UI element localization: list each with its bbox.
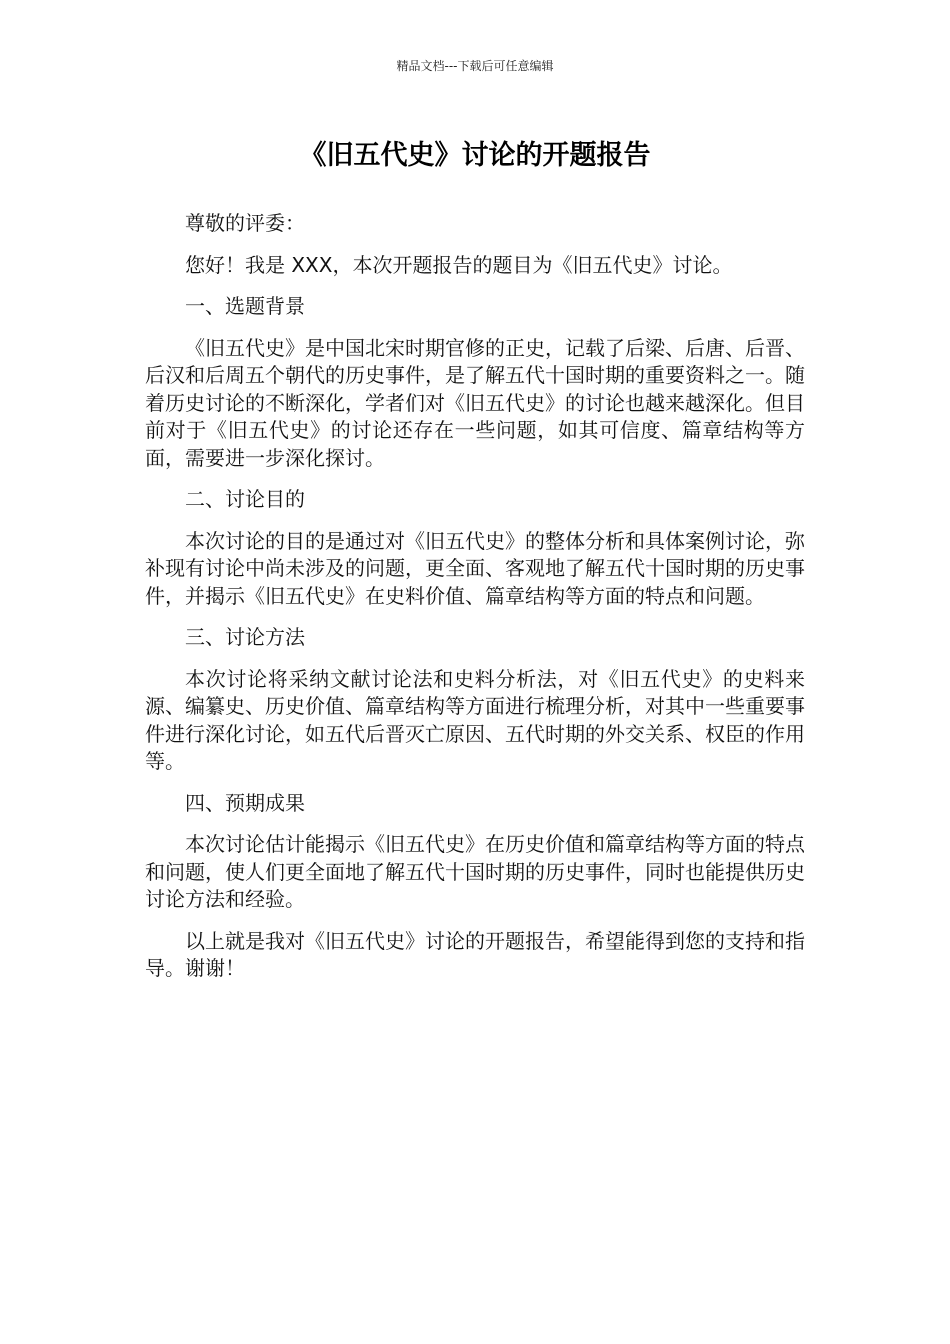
greeting: 您好！我是 XXX，本次开题报告的题目为《旧五代史》讨论。 (185, 252, 733, 277)
document-title: 《旧五代史》讨论的开题报告 (299, 140, 651, 171)
section-heading-method: 三、讨论方法 (185, 625, 305, 649)
section-body-background: 《旧五代史》是中国北宋时期官修的正史，记载了后梁、后唐、后晋、后汉和后周五个朝代的历史事件，是了解五代十国时期的重要资料之一。随着历史讨论的不断深化，学者们对《旧五代史》的讨论也越来越深化。但目前对于《旧五代史》的讨论还存在一些问题，如其可信度、篇章结构等方面，需要进一步深化探讨。 (145, 335, 805, 470)
closing-paragraph: 以上就是我对《旧五代史》讨论的开题报告，希望能得到您的支持和指导。谢谢！ (145, 928, 805, 980)
section-body-method: 本次讨论将采纳文献讨论法和史料分析法，对《旧五代史》的史料来源、编纂史、历史价值、篇章结构等方面进行梳理分析，对其中一些重要事件进行深化讨论，如五代后晋灭亡原因、五代时期的外交关系、权臣的作用等。 (145, 666, 805, 773)
document-body (145, 210, 805, 997)
page-header: 精品文档---下载后可任意编辑 (396, 59, 554, 73)
section-heading-background: 一、选题背景 (185, 294, 305, 318)
section-body-outcomes: 本次讨论估计能揭示《旧五代史》在历史价值和篇章结构等方面的特点和问题，使人们更全面地了解五代十国时期的历史事件，同时也能提供历史讨论方法和经验。 (145, 832, 805, 911)
section-heading-purpose: 二、讨论目的 (185, 487, 305, 511)
section-body-purpose: 本次讨论的目的是通过对《旧五代史》的整体分析和具体案例讨论，弥补现有讨论中尚未涉及的问题，更全面、客观地了解五代十国时期的历史事件，并揭示《旧五代史》在史料价值、篇章结构等方面的特点和问题。 (145, 528, 805, 608)
section-heading-outcomes: 四、预期成果 (185, 790, 305, 815)
salutation: 尊敬的评委： (185, 211, 305, 235)
